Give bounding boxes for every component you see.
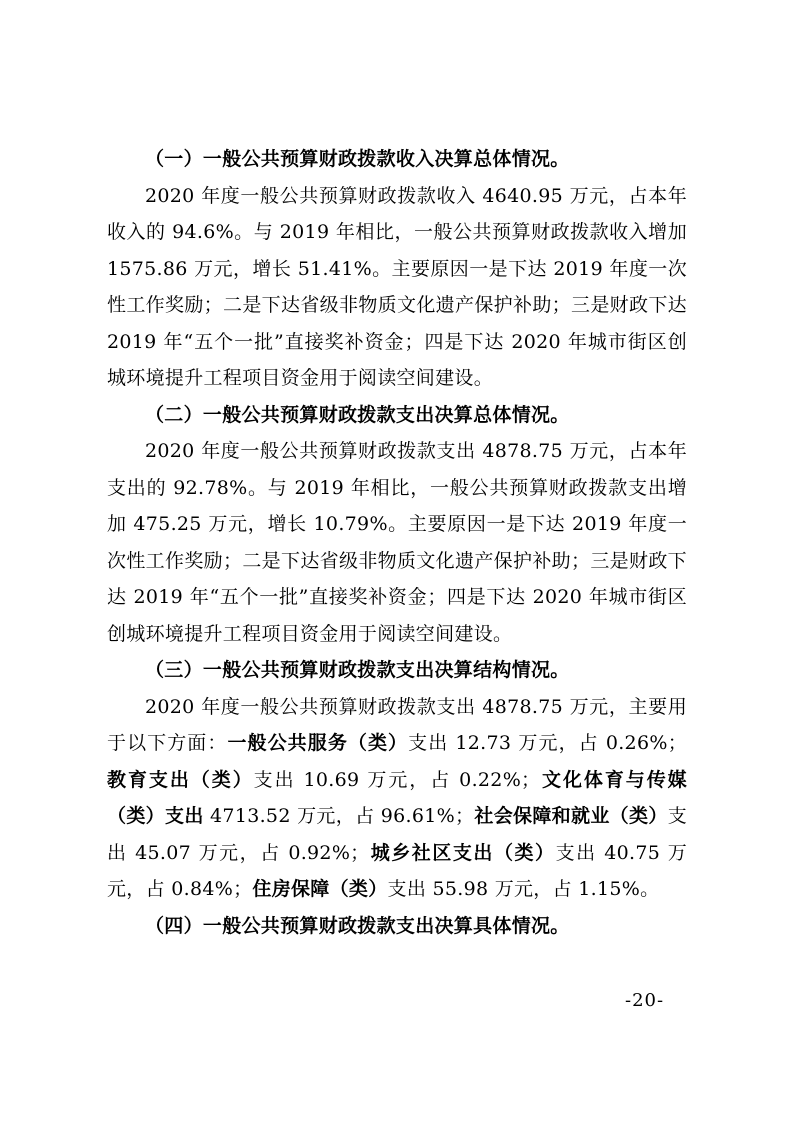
section-4-heading: （四）一般公共预算财政拨款支出决算具体情况。: [145, 914, 570, 937]
expense-category-urban-rural-community: 城乡社区支出（类）: [369, 841, 556, 864]
expense-amount-social-security: 支出 45.07 万元，占 0.92%；: [107, 805, 687, 864]
section-3-intro: 2020 年度一般公共预算财政拨款支出 4878.75 万元，主要用于以下方面：: [107, 695, 687, 754]
expense-amount-housing: 支出 55.98 万元，占 1.15%。: [387, 878, 660, 900]
document-body: [107, 141, 687, 944]
expense-category-housing: 住房保障（类）: [252, 878, 388, 900]
section-2-heading: （二）一般公共预算财政拨款支出决算总体情况。: [145, 403, 570, 426]
section-3-paragraph: [107, 689, 687, 908]
expense-category-culture-sports-media: 文化体育与传媒（类）支出: [107, 768, 687, 827]
section-2-paragraph: 2020 年度一般公共预算财政拨款支出 4878.75 万元，占本年支出的 92.78%。与 2019 年相比，一般公共预算财政拨款支出增加 475.25 万元，增长 10.79%。主要原因一是下达 2019 年度一次性工作奖励；二是下达省级非物质文化遗产保护补助；三是财政下达 2019 年“五个一批”直接奖补资金；四是下达 2020 年城市街区创城环境提升工程项目资金用于阅读空间建设。: [107, 440, 687, 645]
section-1-paragraph: 2020 年度一般公共预算财政拨款收入 4640.95 万元，占本年收入的 94.6%。与 2019 年相比，一般公共预算财政拨款收入增加 1575.86 万元，增长 51.41%。主要原因一是下达 2019 年度一次性工作奖励；二是下达省级非物质文化遗产保护补助；三是财政下达 2019 年“五个一批”直接奖补资金；四是下达 2020 年城市街区创城环境提升工程项目资金用于阅读空间建设。: [107, 184, 687, 389]
expense-amount-culture-sports-media: 4713.52 万元，占 96.61%；: [203, 805, 475, 827]
expense-amount-general-public-services: 支出 12.73 万元，占 0.26%；: [408, 732, 687, 754]
expense-category-education: 教育支出（类）: [107, 768, 254, 791]
section-3-heading: （三）一般公共预算财政拨款支出决算结构情况。: [145, 659, 570, 681]
expense-amount-urban-rural-community: 支出 40.75 万元，占 0.84%；: [107, 841, 688, 900]
page-number: -20-: [625, 990, 665, 1011]
section-1-heading: （一）一般公共预算财政拨款收入决算总体情况。: [145, 148, 570, 170]
expense-category-social-security: 社会保障和就业（类）: [474, 805, 668, 827]
expense-amount-education: 支出 10.69 万元，占 0.22%；: [253, 768, 541, 791]
expense-category-general-public-services: 一般公共服务（类）: [227, 732, 409, 754]
